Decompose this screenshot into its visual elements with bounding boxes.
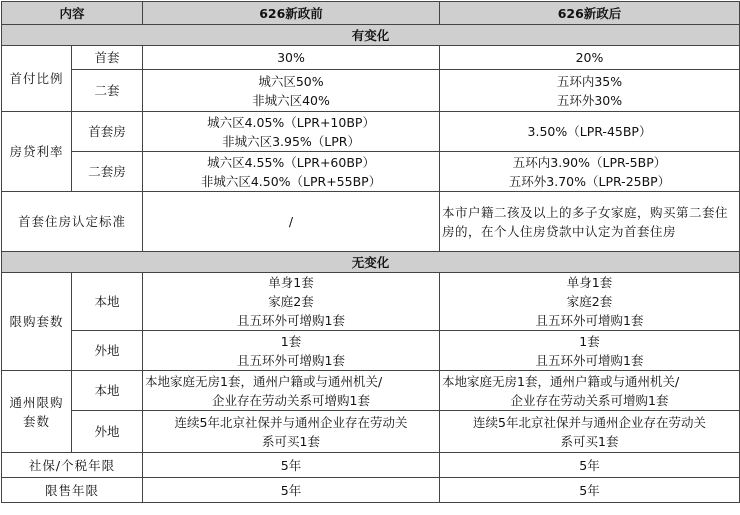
cell-before: 30%: [143, 46, 440, 70]
cell-after: [440, 273, 740, 331]
table-row: [2, 371, 740, 411]
section-unchanged: 无变化: [2, 252, 740, 273]
cell-before: [143, 411, 440, 453]
section-row-changed: [2, 25, 740, 46]
cell-line: 单身1套: [566, 275, 613, 290]
cell-line: 连续5年北京社保并与通州企业存在劳动关: [174, 414, 408, 430]
cell-line: 五环内3.90%（LPR-5BP）: [512, 154, 667, 170]
cell-line: 1套: [579, 333, 600, 349]
table-row: [2, 70, 740, 112]
cell-line: 连续5年北京社保并与通州企业存在劳动关: [473, 414, 706, 430]
table-row: [2, 152, 740, 192]
cell-before: 5年: [143, 478, 440, 503]
cell-line: 家庭2套: [268, 294, 314, 309]
cell-line: 套数: [22, 413, 50, 429]
header-after: 626新政后: [440, 2, 740, 25]
cell-before: /: [143, 192, 440, 252]
cell-after: [440, 331, 740, 371]
cell-before: [143, 273, 440, 331]
table-row: [2, 46, 740, 70]
cell-line: 企业存在劳动关系可增购1套: [510, 392, 669, 408]
cell-line: 城六区50%: [258, 73, 324, 89]
row-sublabel: 本地: [72, 273, 143, 331]
cell-after: 5年: [440, 478, 740, 503]
policy-comparison-table: [1, 1, 740, 503]
table-row: [2, 273, 740, 331]
cell-before: [143, 112, 440, 152]
purchase-limit-label: 限购套数: [2, 273, 72, 371]
cell-line: 且五环外可增购1套: [237, 352, 345, 368]
row-sublabel: 首套房: [72, 112, 143, 152]
cell-line: 通州限购: [9, 394, 64, 410]
cell-line: 五环外3.70%（LPR-25BP）: [508, 173, 671, 189]
row-sublabel: 本地: [72, 371, 143, 411]
row-sublabel: 首套: [72, 46, 143, 70]
cell-line: 城六区4.05%（LPR+10BP）: [207, 114, 375, 130]
table-row: [2, 411, 740, 453]
table-row: [2, 478, 740, 503]
cell-line: 非城六区40%: [252, 92, 330, 108]
table-row: [2, 192, 740, 252]
cell-after: [440, 371, 740, 411]
row-sublabel: 外地: [72, 411, 143, 453]
cell-line: 且五环外可增购1套: [237, 313, 345, 328]
cell-line: 非城六区4.50%（LPR+55BP）: [200, 173, 382, 189]
cell-line: 非城六区3.95%（LPR）: [222, 133, 360, 149]
header-before: 626新政前: [143, 2, 440, 25]
cell-line: 且五环外可增购1套: [535, 313, 644, 328]
cell-line: 1套: [280, 333, 302, 349]
cell-after: 3.50%（LPR-45BP）: [440, 112, 740, 152]
cell-before: [143, 331, 440, 371]
row-sublabel: 二套: [72, 70, 143, 112]
cell-line: 系可买1套: [560, 433, 619, 449]
header-content: 内容: [2, 2, 143, 25]
cell-line: 本地家庭无房1套，通州户籍或与通州机关/: [442, 373, 680, 389]
header-row: [2, 2, 740, 25]
section-row-unchanged: [2, 252, 740, 273]
cell-after: 5年: [440, 453, 740, 478]
mortgage-rate-label: 房贷利率: [2, 112, 72, 192]
cell-after: [440, 70, 740, 112]
cell-line: 城六区4.55%（LPR+60BP）: [207, 154, 375, 170]
cell-before: [143, 371, 440, 411]
row-sublabel: 二套房: [72, 152, 143, 192]
cell-before: [143, 152, 440, 192]
section-changed: 有变化: [2, 25, 740, 46]
cell-line: 家庭2套: [566, 294, 613, 309]
cell-line: 五环内35%: [556, 73, 623, 89]
row-sublabel: 外地: [72, 331, 143, 371]
cell-after: 本市户籍二孩及以上的多子女家庭，购买第二套住房的，在个人住房贷款中认定为首套住房: [440, 192, 740, 252]
cell-line: 企业存在劳动关系可增购1套: [212, 392, 370, 408]
cell-line: 且五环外可增购1套: [535, 352, 644, 368]
cell-after: [440, 152, 740, 192]
cell-line: 本地家庭无房1套，通州户籍或与通州机关/: [145, 373, 383, 389]
cell-after: 20%: [440, 46, 740, 70]
resale-limit-label: 限售年限: [2, 478, 143, 503]
table-row: [2, 112, 740, 152]
table-row: [2, 453, 740, 478]
cell-after: [440, 411, 740, 453]
cell-line: 系可买1套: [262, 433, 320, 449]
first-home-standard-label: 首套住房认定标准: [2, 192, 143, 252]
table-row: [2, 331, 740, 371]
social-security-label: 社保/个税年限: [2, 453, 143, 478]
cell-line: 五环外30%: [556, 92, 623, 108]
cell-line: 单身1套: [268, 275, 314, 290]
down-payment-label: 首付比例: [2, 46, 72, 112]
tongzhou-limit-label: [2, 371, 72, 453]
cell-before: 5年: [143, 453, 440, 478]
cell-before: [143, 70, 440, 112]
